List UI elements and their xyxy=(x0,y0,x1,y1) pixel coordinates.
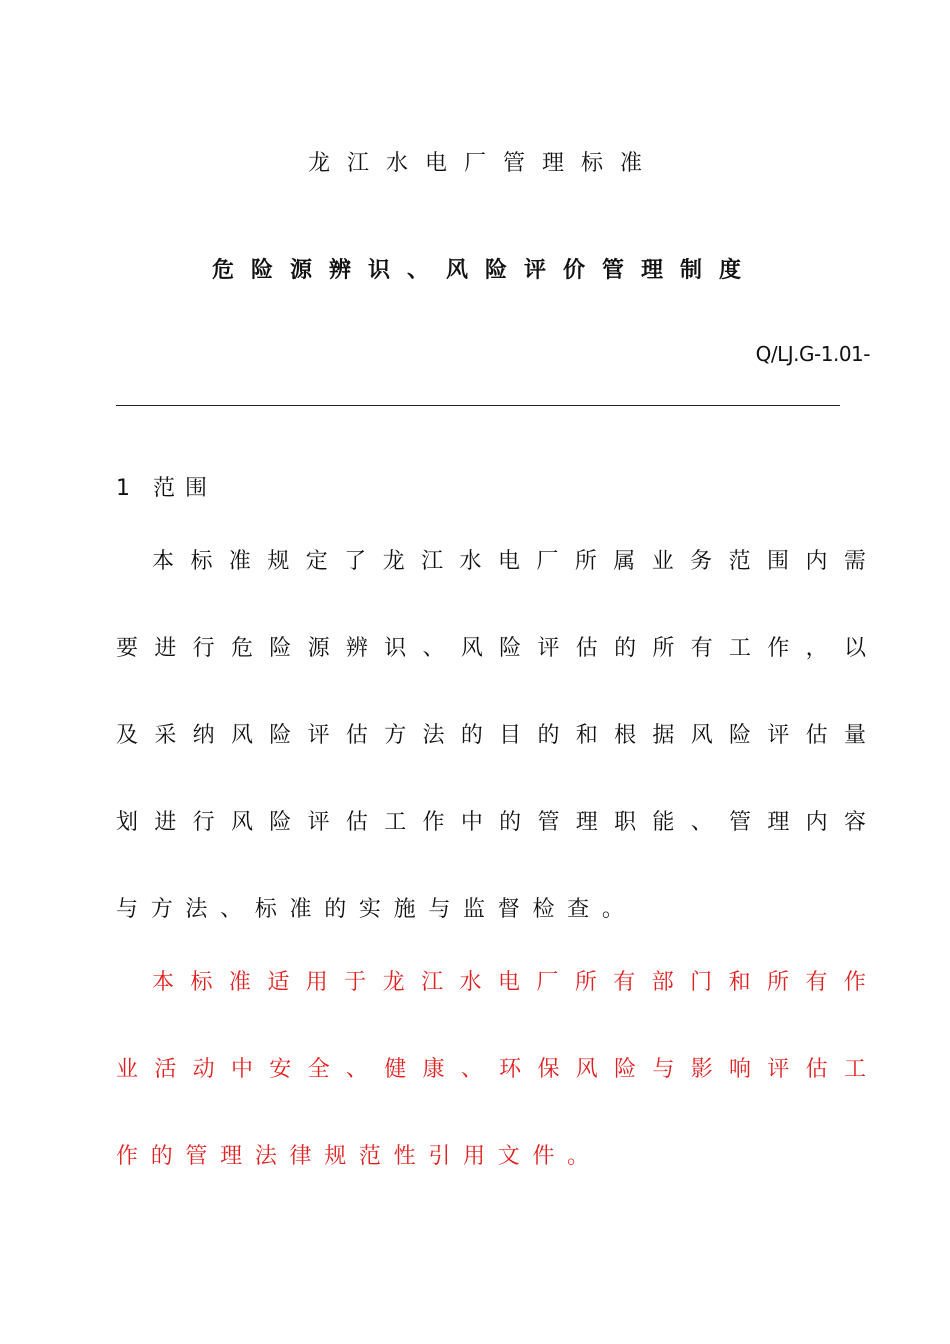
section-title: 范围 xyxy=(153,476,218,501)
glyph: 范 xyxy=(358,1144,381,1169)
glyph: 险 xyxy=(269,810,292,835)
glyph: 与 xyxy=(116,897,139,922)
glyph: 内 xyxy=(805,549,828,574)
glyph: 水 xyxy=(459,970,482,995)
glyph: 响 xyxy=(729,1057,752,1082)
glyph: 标 xyxy=(190,549,213,574)
glyph: 属 xyxy=(613,549,636,574)
glyph: 规 xyxy=(324,1144,347,1169)
glyph: 全 xyxy=(307,1057,330,1082)
glyph: 监 xyxy=(463,897,486,922)
glyph: 有 xyxy=(613,970,636,995)
glyph: 需 xyxy=(843,549,866,574)
glyph: 内 xyxy=(805,810,828,835)
header-divider xyxy=(116,405,840,406)
glyph: 准 xyxy=(289,897,312,922)
glyph: 江 xyxy=(421,549,444,574)
glyph: 性 xyxy=(393,1144,416,1169)
glyph: 康 xyxy=(422,1057,445,1082)
glyph: 厂 xyxy=(536,970,559,995)
glyph: 评 xyxy=(767,723,790,748)
section-heading xyxy=(116,472,217,506)
highlighted-paragraph-line xyxy=(152,966,866,1000)
highlighted-paragraph-line xyxy=(116,1053,866,1087)
glyph: 定 xyxy=(305,549,328,574)
section-number: 1 xyxy=(116,476,130,501)
glyph: 估 xyxy=(805,723,828,748)
glyph: 险 xyxy=(614,1057,637,1082)
glyph: 督 xyxy=(497,897,520,922)
glyph: 施 xyxy=(393,897,416,922)
glyph: 、 xyxy=(220,897,243,922)
glyph: 作 xyxy=(116,1144,139,1169)
glyph: 理 xyxy=(767,810,790,835)
glyph: 准 xyxy=(228,970,251,995)
glyph: 理 xyxy=(220,1144,243,1169)
glyph: 了 xyxy=(344,549,367,574)
org-title: 龙江水电厂管理标准 xyxy=(307,151,659,176)
glyph: 保 xyxy=(537,1057,560,1082)
glyph: 作 xyxy=(767,636,790,661)
glyph: 工 xyxy=(729,636,752,661)
glyph: 工 xyxy=(843,1057,866,1082)
glyph: 有 xyxy=(690,636,713,661)
glyph: 容 xyxy=(843,810,866,835)
glyph: 围 xyxy=(767,549,790,574)
glyph: 环 xyxy=(499,1057,522,1082)
glyph: 与 xyxy=(652,1057,675,1082)
glyph: 估 xyxy=(345,810,368,835)
glyph: 要 xyxy=(116,636,139,661)
glyph: 与 xyxy=(428,897,451,922)
glyph: 风 xyxy=(690,723,713,748)
glyph: 所 xyxy=(652,636,675,661)
paragraph-line xyxy=(116,719,866,753)
glyph: 方 xyxy=(384,723,407,748)
glyph: 本 xyxy=(152,970,175,995)
glyph: 风 xyxy=(230,723,253,748)
glyph: 本 xyxy=(152,549,175,574)
glyph: 方 xyxy=(150,897,173,922)
glyph: 影 xyxy=(690,1057,713,1082)
glyph: 采 xyxy=(154,723,177,748)
glyph: 安 xyxy=(269,1057,292,1082)
glyph: 的 xyxy=(324,897,347,922)
glyph: 评 xyxy=(307,723,330,748)
glyph: 风 xyxy=(575,1057,598,1082)
glyph: 风 xyxy=(460,636,483,661)
glyph: 律 xyxy=(289,1144,312,1169)
glyph: 根 xyxy=(614,723,637,748)
glyph: 电 xyxy=(497,549,520,574)
glyph: 和 xyxy=(728,970,751,995)
glyph: 于 xyxy=(344,970,367,995)
glyph: 活 xyxy=(154,1057,177,1082)
glyph: 标 xyxy=(190,970,213,995)
glyph: 目 xyxy=(499,723,522,748)
glyph: 风 xyxy=(230,810,253,835)
glyph: 理 xyxy=(575,810,598,835)
glyph: 据 xyxy=(652,723,675,748)
glyph: 、 xyxy=(422,636,445,661)
glyph: 评 xyxy=(307,810,330,835)
glyph: 量 xyxy=(843,723,866,748)
glyph: 危 xyxy=(230,636,253,661)
glyph: 能 xyxy=(652,810,675,835)
glyph: 辨 xyxy=(345,636,368,661)
glyph: 行 xyxy=(192,810,215,835)
glyph: 。 xyxy=(567,1144,590,1169)
glyph: 作 xyxy=(422,810,445,835)
glyph: 管 xyxy=(729,810,752,835)
glyph: 水 xyxy=(459,549,482,574)
paragraph-line xyxy=(152,545,866,579)
glyph: 厂 xyxy=(536,549,559,574)
glyph: 江 xyxy=(421,970,444,995)
glyph: 的 xyxy=(150,1144,173,1169)
glyph: 进 xyxy=(154,636,177,661)
glyph: 源 xyxy=(307,636,330,661)
glyph: 健 xyxy=(384,1057,407,1082)
glyph: 所 xyxy=(574,549,597,574)
glyph: 管 xyxy=(537,810,560,835)
highlighted-paragraph-line xyxy=(116,1140,866,1174)
glyph: 评 xyxy=(537,636,560,661)
glyph: 工 xyxy=(384,810,407,835)
glyph: 部 xyxy=(651,970,674,995)
paragraph-line xyxy=(116,893,866,927)
glyph: 的 xyxy=(614,636,637,661)
glyph: 的 xyxy=(499,810,522,835)
glyph: 门 xyxy=(690,970,713,995)
glyph: 的 xyxy=(460,723,483,748)
glyph: 估 xyxy=(345,723,368,748)
glyph: 规 xyxy=(267,549,290,574)
glyph: 识 xyxy=(384,636,407,661)
glyph: 件 xyxy=(532,1144,555,1169)
glyph: 有 xyxy=(805,970,828,995)
glyph: 动 xyxy=(192,1057,215,1082)
glyph: 法 xyxy=(185,897,208,922)
glyph: 用 xyxy=(463,1144,486,1169)
glyph: 中 xyxy=(460,810,483,835)
glyph: 及 xyxy=(116,723,139,748)
glyph: 范 xyxy=(728,549,751,574)
glyph: 险 xyxy=(499,636,522,661)
glyph: 划 xyxy=(116,810,139,835)
glyph: 务 xyxy=(690,549,713,574)
document-title: 危险源辨识、风险评价管理制度 xyxy=(211,258,758,283)
glyph: 估 xyxy=(805,1057,828,1082)
glyph: 引 xyxy=(428,1144,451,1169)
glyph: 。 xyxy=(601,897,624,922)
glyph: 进 xyxy=(154,810,177,835)
glyph: 、 xyxy=(345,1057,368,1082)
glyph: 业 xyxy=(651,549,674,574)
glyph: 管 xyxy=(185,1144,208,1169)
glyph: 适 xyxy=(267,970,290,995)
glyph: 文 xyxy=(497,1144,520,1169)
glyph: 的 xyxy=(537,723,560,748)
glyph: 、 xyxy=(690,810,713,835)
glyph: 查 xyxy=(567,897,590,922)
glyph: 法 xyxy=(422,723,445,748)
glyph: 估 xyxy=(575,636,598,661)
glyph: 龙 xyxy=(382,549,405,574)
glyph: ， xyxy=(805,636,828,661)
paragraph-line xyxy=(116,806,866,840)
glyph: 实 xyxy=(358,897,381,922)
glyph: 准 xyxy=(228,549,251,574)
glyph: 法 xyxy=(254,1144,277,1169)
glyph: 评 xyxy=(767,1057,790,1082)
glyph: 业 xyxy=(116,1057,139,1082)
glyph: 、 xyxy=(460,1057,483,1082)
glyph: 险 xyxy=(269,636,292,661)
glyph: 职 xyxy=(614,810,637,835)
glyph: 标 xyxy=(254,897,277,922)
glyph: 行 xyxy=(192,636,215,661)
glyph: 和 xyxy=(575,723,598,748)
glyph: 险 xyxy=(729,723,752,748)
paragraph-line xyxy=(116,632,866,666)
glyph: 所 xyxy=(767,970,790,995)
glyph: 以 xyxy=(843,636,866,661)
glyph: 险 xyxy=(269,723,292,748)
glyph: 用 xyxy=(305,970,328,995)
glyph: 电 xyxy=(497,970,520,995)
glyph: 纳 xyxy=(192,723,215,748)
glyph: 龙 xyxy=(382,970,405,995)
glyph: 中 xyxy=(230,1057,253,1082)
glyph: 作 xyxy=(843,970,866,995)
glyph: 检 xyxy=(532,897,555,922)
document-code: Q/LJ.G-1.01- xyxy=(755,342,870,366)
glyph: 所 xyxy=(574,970,597,995)
